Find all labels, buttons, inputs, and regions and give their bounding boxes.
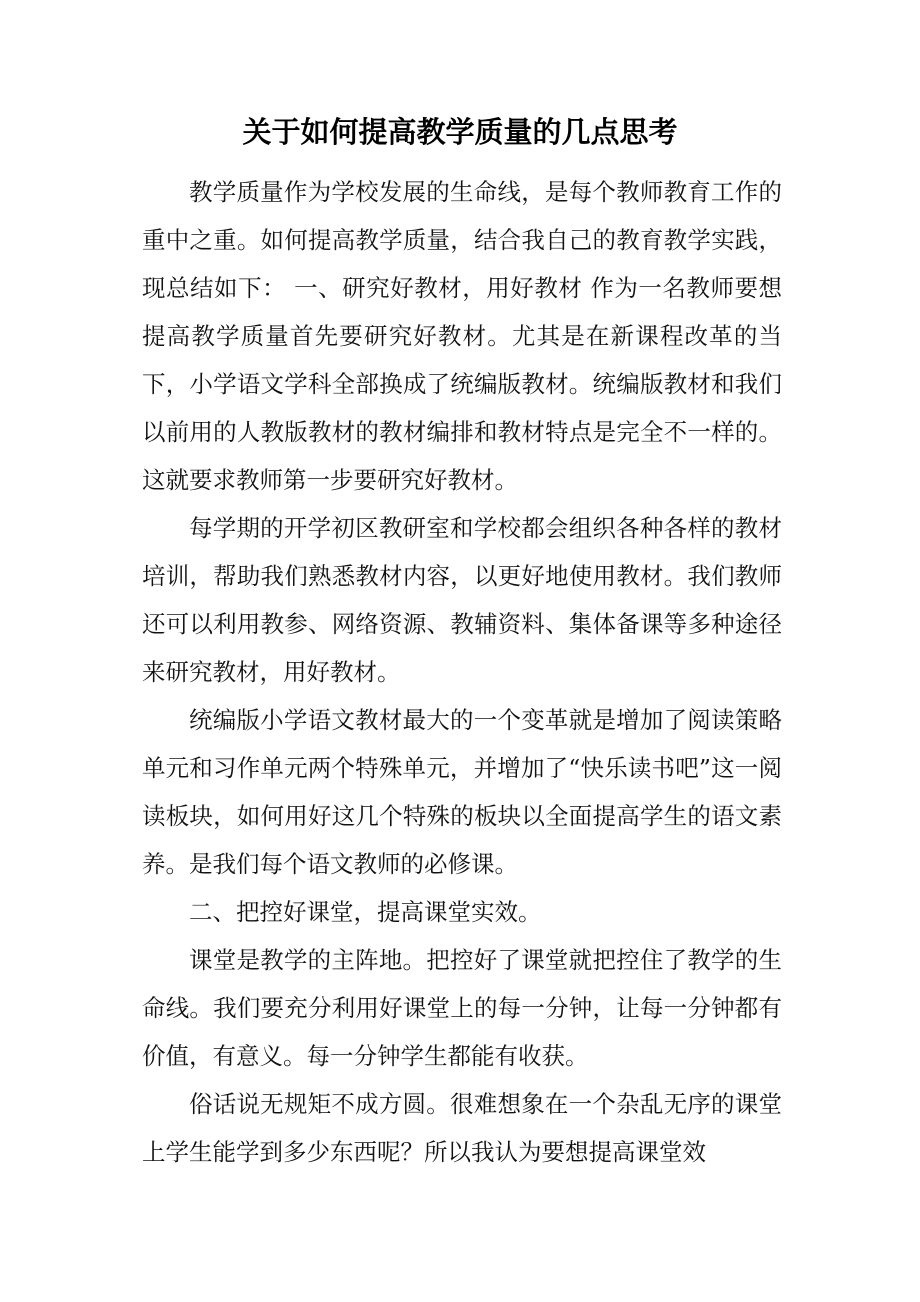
section-heading: 二、把控好课堂，提高课堂实效。 [189, 898, 542, 926]
paragraph: 教学质量作为学校发展的生命线，是每个教师教育工作的重中之重。如何提高教学质量，结合我自己的教育教学实践，现总结如下： 一、研究好教材，用好教材 作为一名教师要想提高教学质量首先要研究好教材。尤其是在新课程改革的当下，小学语文学科全部换成了统编版教材。统编版教材和我们以前用的人教版教材的教材编排和教材特点是完全不一样的。这就要求教师第一步要研究好教材。 [142, 178, 782, 494]
paragraph: 每学期的开学初区教研室和学校都会组织各种各样的教材培训，帮助我们熟悉教材内容，以更好地使用教材。我们教师还可以利用教参、网络资源、教辅资料、集体备课等多种途径来研究教材，用好教材。 [142, 514, 782, 686]
paragraph: 课堂是教学的主阵地。把控好了课堂就把控住了教学的生命线。我们要充分利用好课堂上的每一分钟，让每一分钟都有价值，有意义。每一分钟学生都能有收获。 [142, 946, 782, 1070]
document-body [142, 168, 782, 1176]
paragraph: 统编版小学语文教材最大的一个变革就是增加了阅读策略单元和习作单元两个特殊单元，并增加了“快乐读书吧”这一阅读板块，如何用好这几个特殊的板块以全面提高学生的语文素养。是我们每个语文教师的必修课。 [142, 706, 782, 878]
paragraph: 俗话说无规矩不成方圆。很难想象在一个杂乱无序的课堂上学生能学到多少东西呢？所以我认为要想提高课堂效 [142, 1090, 782, 1166]
document-title: 关于如何提高教学质量的几点思考 [242, 115, 678, 149]
